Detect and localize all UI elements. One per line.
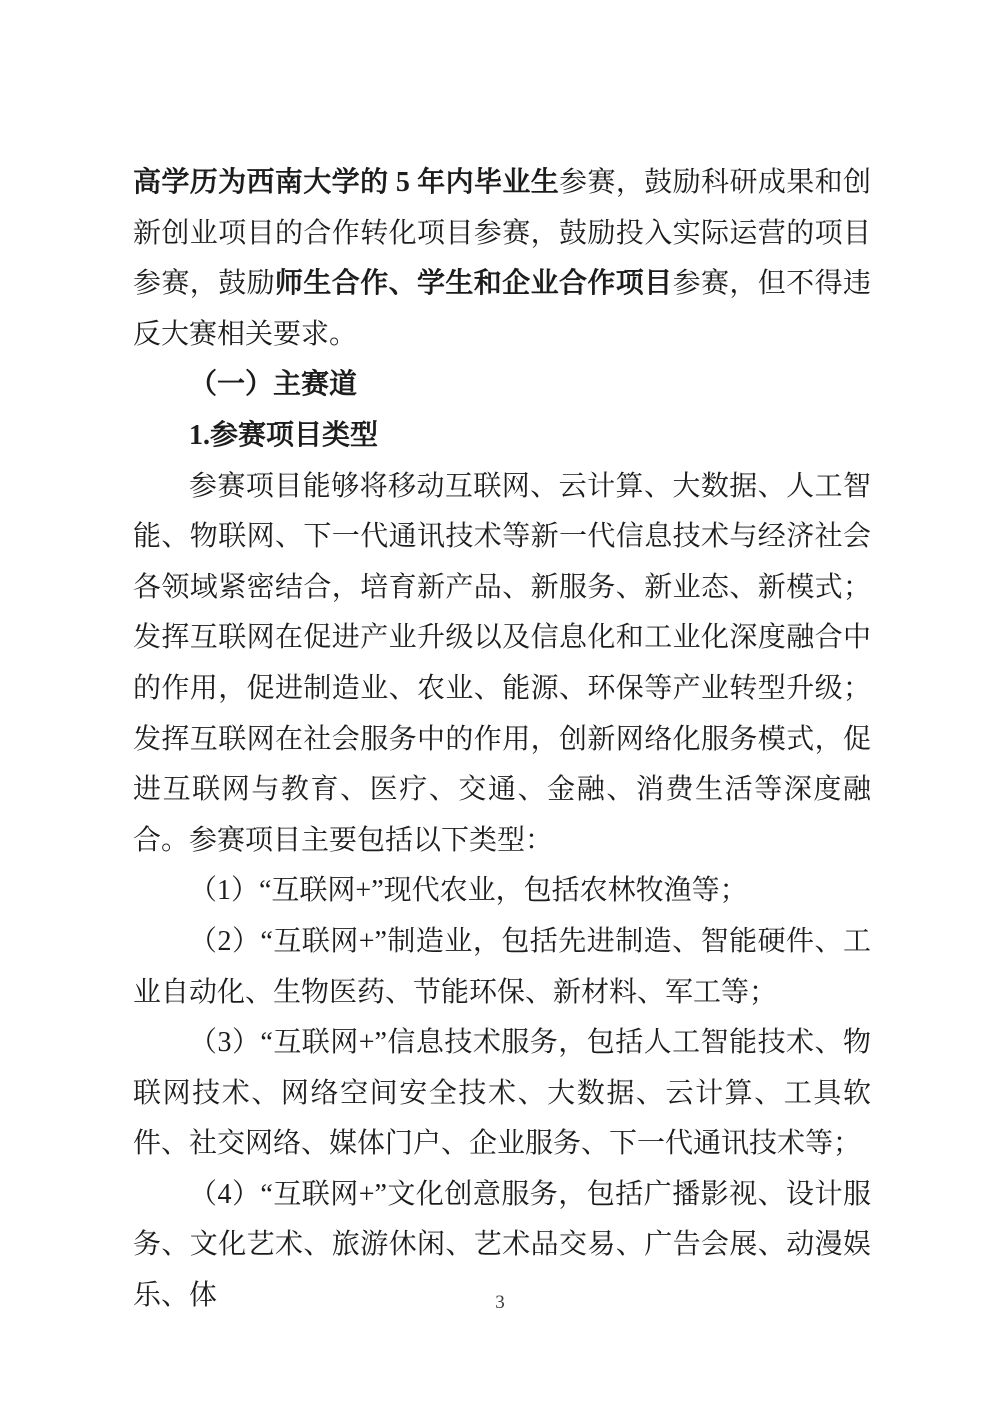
bold-run-graduates: 高学历为西南大学的 5 年内毕业生 bbox=[133, 167, 560, 198]
paragraph-overview: 参赛项目能够将移动互联网、云计算、大数据、人工智能、物联网、下一代通讯技术等新一代信息技术与经济社会各领域紧密结合，培育新产品、新服务、新业态、新模式；发挥互联网在促进产业升级以及信息化和工业化深度融合中的作用，促进制造业、农业、能源、环保等产业转型升级；发挥互联网在社会服务中的作用，创新网络化服务模式，促进互联网与教育、医疗、交通、金融、消费生活等深度融合。参赛项目主要包括以下类型： bbox=[133, 470, 871, 856]
document-content bbox=[133, 158, 871, 1322]
project-type-item-2: （2）“互联网+”制造业，包括先进制造、智能硬件、工业自动化、生物医药、节能环保、新材料、军工等； bbox=[133, 925, 871, 1008]
regular-run-encourage: 参赛，鼓励科研成果和创新创业项目的合作转化项目参赛，鼓励投入实际运营的项目参赛，鼓励 bbox=[133, 167, 871, 300]
page-number: 3 bbox=[495, 1292, 505, 1313]
project-type-item-1: （1）“互联网+”现代农业，包括农林牧渔等； bbox=[189, 875, 748, 907]
regular-run-requirements: 参赛，但不得违反大赛相关要求。 bbox=[133, 268, 871, 350]
project-type-item-4: （4）“互联网+”文化创意服务，包括广播影视、设计服务、文化艺术、旅游休闲、艺术品交易、广告会展、动漫娱乐、体 bbox=[133, 1178, 871, 1312]
subsection-heading-project-types: 1.参赛项目类型 bbox=[189, 419, 379, 451]
paragraph-continuation bbox=[133, 158, 871, 360]
bold-run-cooperation: 师生合作、学生和企业合作项目 bbox=[275, 268, 673, 300]
section-heading-main-track: （一）主赛道 bbox=[189, 369, 358, 401]
project-type-item-3: （3）“互联网+”信息技术服务，包括人工智能技术、物联网技术、网络空间安全技术、大数据、云计算、工具软件、社交网络、媒体门户、企业服务、下一代通讯技术等； bbox=[133, 1027, 871, 1160]
